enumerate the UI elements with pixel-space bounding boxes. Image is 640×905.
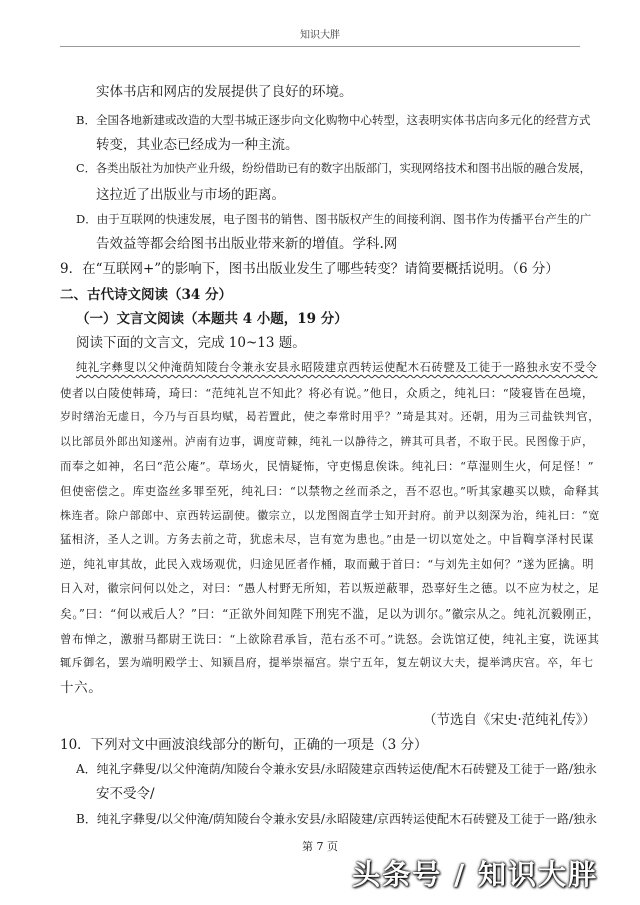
option-a-tail: 实体书店和网店的发展提供了良好的环境。 (96, 84, 353, 100)
header-divider (60, 46, 580, 47)
passage-line-1: 纯礼字彝叟以父仲淹荫知陵台令兼永安县永昭陵建京西转运使配木石砖甓及工徒于一路独永安不受令 (76, 361, 598, 374)
passage-line-3: 岁时缮治无虚日，今乃与百县均赋，曷若置此，使之奉常时用乎？”琦是其对。还朝，用为三司盐铁判官， (60, 410, 600, 423)
passage-line-9: 逆，纯礼审其故，此民入戏场观优，归途见匠者作桶，取而戴于首曰：“与刘先主如何？”遂为匠擒。明 (60, 558, 595, 571)
option-b: B．全国各地新建或改造的大型书城正逐步向文化购物中心转型，这表明实体书店向多元化的经营方式 (76, 113, 591, 127)
option-c-cont: 这拉近了出版业与市场的距离。 (96, 187, 285, 203)
q10-option-b: B．纯礼字彝叟/以父仲淹/荫知陵台令兼永安县/永昭陵建/京西转运使配木石砖甓及工徒于一路/独永 (76, 812, 598, 826)
passage-line-2: 使者以白陵使韩琦，琦曰：“范纯礼岂不知此？将必有说。”他日，众质之，纯礼曰：“陵寝皆在邑境， (60, 386, 594, 400)
watermark: 头条号 / 知识大胖 (352, 858, 598, 891)
q10-option-a: A．纯礼字彝叟/以父仲淹荫/知陵台令兼永安县/永昭陵建京西转运使/配木石砖甓及工徒于一路/独永 (76, 762, 597, 776)
page-header: 知识大胖 (300, 30, 340, 41)
question-10: 10．下列对文中画波浪线部分的断句，正确的一项是（3 分） (60, 737, 428, 753)
passage-line-12: 曾布惮之，激驸马都尉王诜曰：“上欲除君承旨，范右丞不可。”诜怒。会诜馆辽使，纯礼主宴，诜诬其 (60, 632, 600, 646)
passage-line-7: 株连者。除户部郎中、京西转运副使。徽宗立，以龙图阁直学士知开封府。前尹以刻深为治，纯礼曰：“宽 (60, 509, 600, 522)
passage-line-6: 但使密偿之。库吏盗丝多罪至死，纯礼曰：“以禁物之丝而杀之，吾不忍也。”听其家趣买以赎，命释其 (60, 484, 600, 498)
passage-line-10: 日入对，徽宗问何以处之，对曰：“愚人村野无所知，若以叛逆蔽罪，恐辜好生之德。以不应为杖之，足 (60, 582, 600, 595)
option-d: D．由于互联网的快速发展，电子图书的销售、图书版权产生的间接利润、图书作为传播平台产生的广 (76, 212, 592, 226)
subsection-heading: （一）文言文阅读（本题共 4 小题，19 分） (76, 311, 348, 327)
page-number: 第 7 页 (302, 840, 338, 853)
q10-option-a-cont: 安不受令/ (96, 786, 155, 802)
section-heading: 二、古代诗文阅读（34 分） (60, 287, 232, 303)
option-d-cont: 告效益等都会给图书出版业带来新的增值。学科.网 (96, 236, 398, 252)
option-c: C．各类出版社为加快产业升级，纷纷借助已有的数字出版部门，实现网络技术和图书出版的融合发展， (76, 162, 591, 175)
passage-line-5: 而奉之如神，名曰“范公庵”。草场火，民情疑怖，守吏惕息俟诛。纯礼曰：“草湿则生火，何足怪！” (60, 459, 595, 473)
passage-line-13: 辄斥御名，罢为端明殿学士、知颍昌府，提举崇福宫。崇宁五年，复左朝议大夫，提举鸿庆宫。卒，年七 (60, 656, 594, 669)
passage-source: （节选自《宋史·范纯礼传》） (422, 712, 596, 728)
passage-line-8: 猛相济，圣人之训。方务去前之苛，犹虑未尽，岂有宽为患也。”由是一切以宽处之。中旨鞫享泽村民谋 (60, 533, 594, 546)
passage-line-11: 矣。”曰：“何以戒后人？”曰：“正欲外间知陛下刑宪不滥，足以为训尔。”徽宗从之。纯礼沉毅刚正， (60, 607, 600, 621)
passage-line-14: 十六。 (60, 680, 103, 696)
question-9: 9．在“互联网+”的影响下，图书出版业发生了哪些转变？请简要概括说明。（6 分） (60, 261, 559, 277)
option-b-cont: 转变，其业态已经成为一种主流。 (96, 137, 299, 153)
passage-line-4: 以比部员外郎出知遂州。泸南有边事，调度苛棘，纯礼一以静待之，辨其可具者，不取于民。民图像于庐， (60, 435, 594, 448)
instruction: 阅读下面的文言文，完成 10~13 题。 (76, 335, 306, 351)
